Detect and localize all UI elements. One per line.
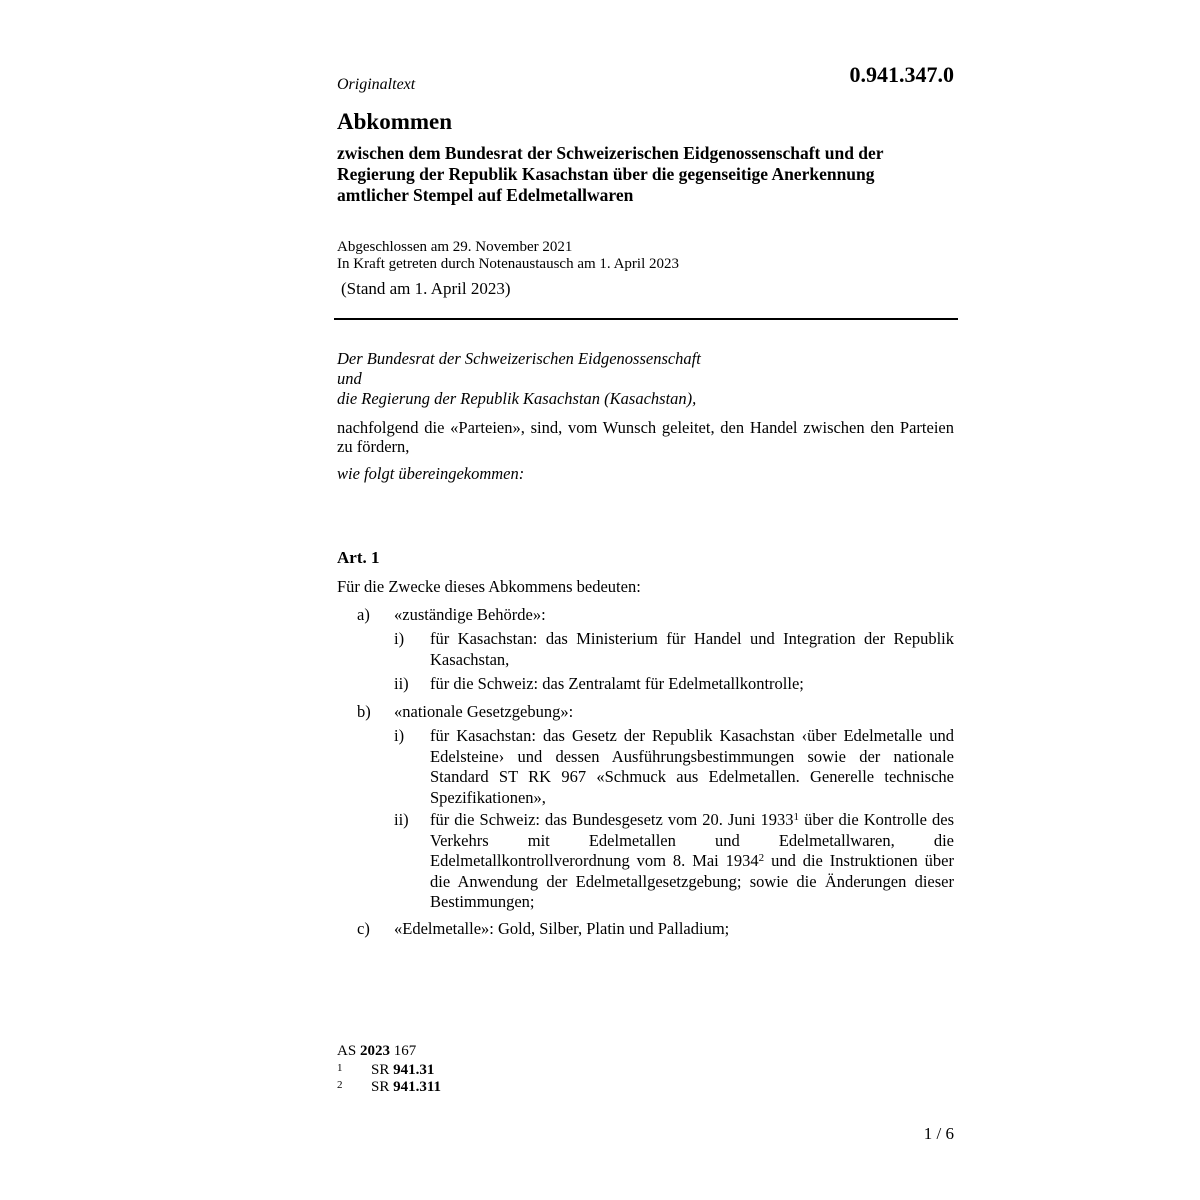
preamble-line-3: die Regierung der Republik Kasachstan (Kasachstan), <box>337 389 697 408</box>
preamble-paragraph: nachfolgend die «Parteien», sind, vom Wunsch geleitet, den Handel zwischen den Parteien zu fördern, <box>337 418 954 456</box>
item-a-i-text: für Kasachstan: das Ministerium für Handel und Integration der Republik Kasachstan, <box>430 629 954 669</box>
item-b-label: b) <box>357 702 371 721</box>
preamble-line-1: Der Bundesrat der Schweizerischen Eidgenossenschaft <box>337 349 701 368</box>
item-b-term: «nationale Gesetzgebung»: <box>394 702 574 721</box>
item-a-ii-label: ii) <box>394 674 409 693</box>
preamble-closing: wie folgt übereingekommen: <box>337 464 525 483</box>
item-a-i-label: i) <box>394 629 405 648</box>
item-b-ii-part-2: über die Kontrolle des Verkehrs mit Edelmetallen und Edelmetallwaren, die Edelmetallkontrollverordnung vom 8. Mai 1934 <box>430 810 954 870</box>
document-subtitle: zwischen dem Bundesrat der Schweizerischen Eidgenossenschaft und der Regierung der Republik Kasachstan über die gegenseitige Anerkennung amtlicher Stempel auf Edelmetallwaren <box>337 143 884 205</box>
item-b-ii-label: ii) <box>394 810 409 829</box>
document-title: Abkommen <box>337 109 453 134</box>
item-c-text: «Edelmetalle»: Gold, Silber, Platin und Palladium; <box>394 919 730 938</box>
item-b-ii-text <box>430 810 954 913</box>
footnote-1-text: SR 941.31 <box>371 1062 435 1078</box>
footnote-2-text: SR 941.311 <box>371 1079 442 1095</box>
item-b-ii-part-3: und die Instruktionen über die Anwendung der Edelmetallgesetzgebung; sowie die Änderungen dieser Bestimmungen; <box>430 851 954 911</box>
item-a-label: a) <box>357 605 370 624</box>
item-a-term: «zuständige Behörde»: <box>394 605 546 624</box>
item-b-i-label: i) <box>394 726 405 745</box>
page-number: 1 / 6 <box>923 1124 954 1143</box>
footnote-ref-2[interactable]: 2 <box>758 852 765 864</box>
header-divider <box>334 318 958 320</box>
in-force-date: In Kraft getreten durch Notenaustausch am 1. April 2023 <box>337 256 679 272</box>
item-c-label: c) <box>357 919 370 938</box>
as-reference: AS 2023 167 <box>337 1043 417 1059</box>
footnote-ref-1[interactable]: 1 <box>793 811 800 823</box>
item-b-i-text: für Kasachstan: das Gesetz der Republik Kasachstan ‹über Edelmetalle und Edelsteine› und dessen Ausführungsbestimmungen sowie der nationale Standard ST RK 967 «Schmuck aus Edelmetallen. Generelle technische Spezifikationen», <box>430 726 954 807</box>
status-date: (Stand am 1. April 2023) <box>341 279 511 298</box>
article-1-intro: Für die Zwecke dieses Abkommens bedeuten: <box>337 577 641 596</box>
concluded-date: Abgeschlossen am 29. November 2021 <box>337 239 573 255</box>
sr-number: 0.941.347.0 <box>849 62 954 87</box>
item-a-ii-text: für die Schweiz: das Zentralamt für Edelmetallkontrolle; <box>430 674 804 693</box>
preamble-line-2: und <box>337 369 362 388</box>
article-1-heading: Art. 1 <box>337 548 380 567</box>
footnote-2-number: 2 <box>337 1079 343 1091</box>
originaltext-label: Originaltext <box>337 76 416 93</box>
item-b-ii-part-1: für die Schweiz: das Bundesgesetz vom 20. Juni 1933 <box>430 810 794 829</box>
footnote-1-number: 1 <box>337 1062 343 1074</box>
